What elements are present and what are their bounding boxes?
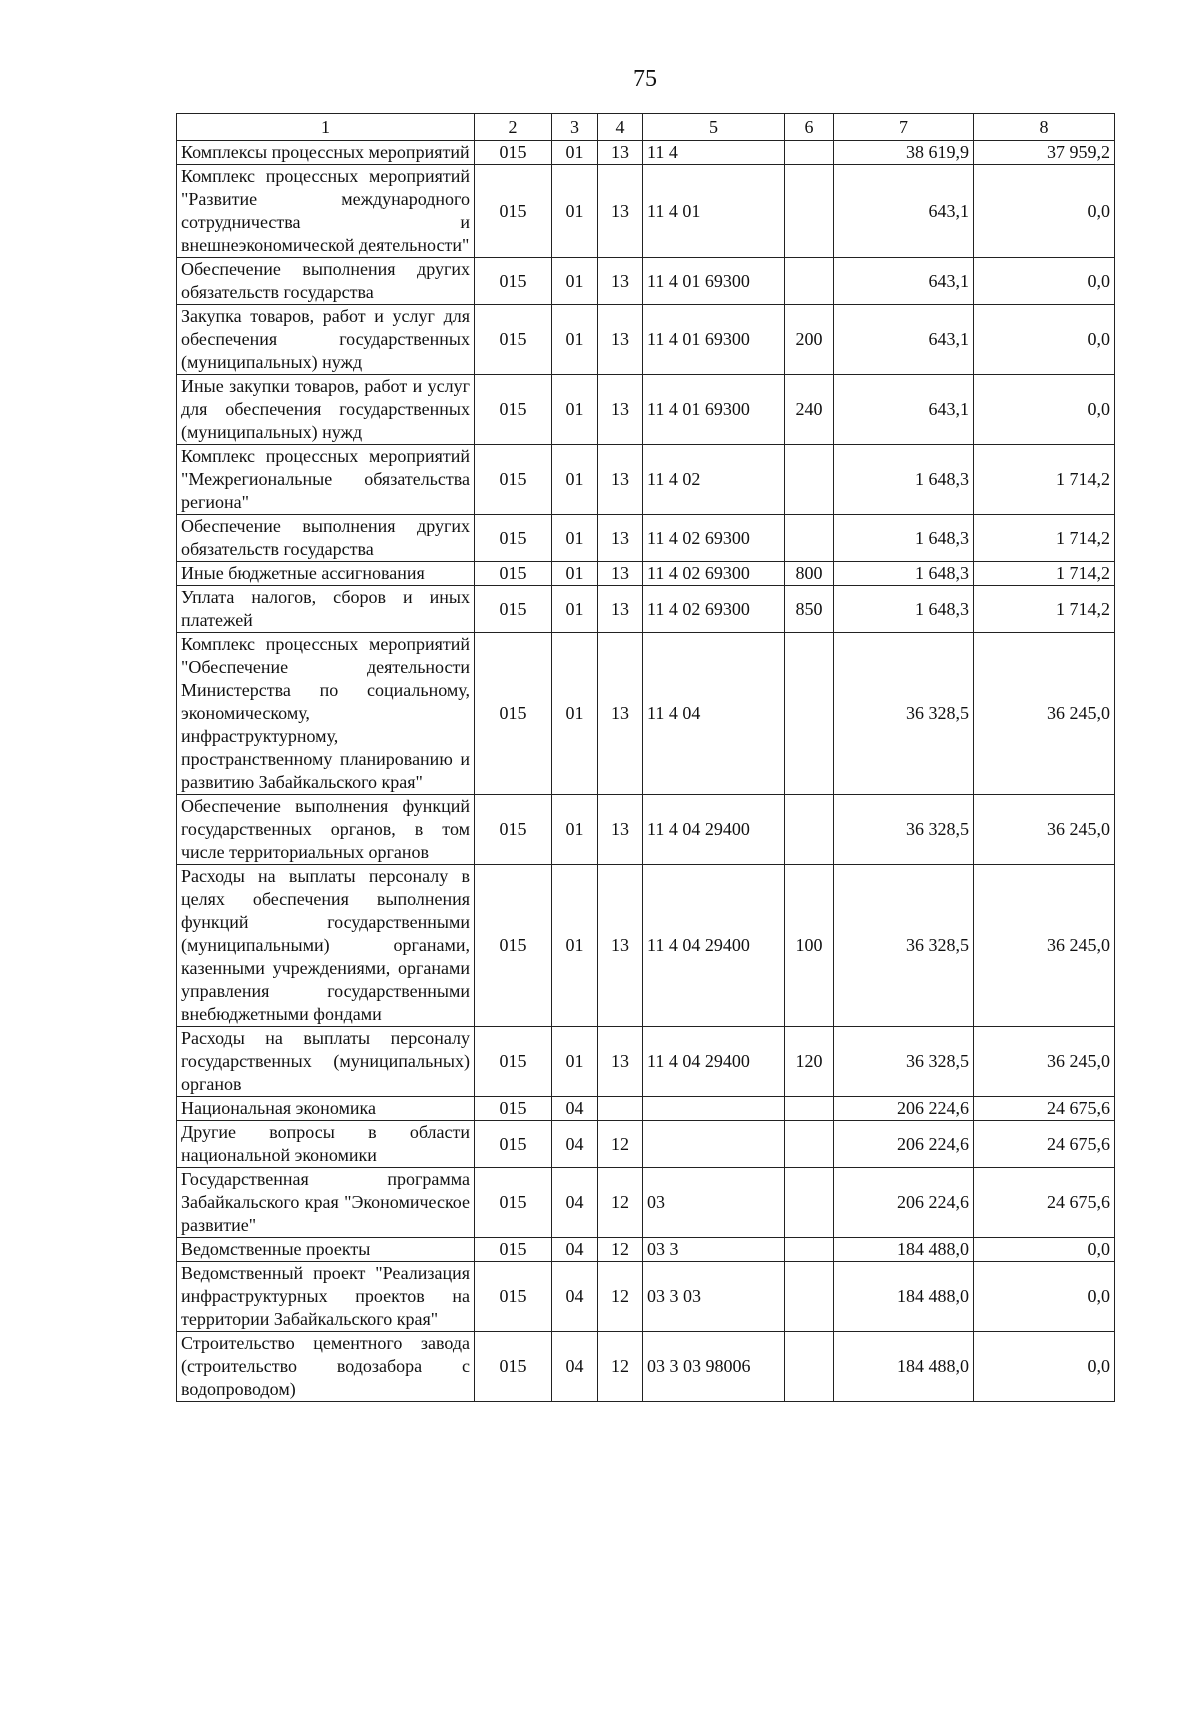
subsection-code-cell: 13	[598, 141, 643, 165]
target-article-cell: 11 4 04	[643, 633, 785, 795]
header-cell: 2	[475, 114, 552, 141]
expense-type-cell	[785, 1262, 834, 1332]
section-code-cell: 04	[552, 1332, 598, 1402]
amount-col7-cell: 1 648,3	[834, 586, 974, 633]
section-code-cell: 01	[552, 562, 598, 586]
expense-type-cell: 120	[785, 1027, 834, 1097]
amount-col8-cell: 37 959,2	[974, 141, 1115, 165]
amount-col8-cell: 1 714,2	[974, 586, 1115, 633]
target-article-cell: 03 3 03 98006	[643, 1332, 785, 1402]
section-code-cell: 01	[552, 258, 598, 305]
target-article-cell: 11 4 01 69300	[643, 375, 785, 445]
section-code-cell: 01	[552, 375, 598, 445]
header-cell: 1	[177, 114, 475, 141]
header-cell: 8	[974, 114, 1115, 141]
subsection-code-cell: 12	[598, 1121, 643, 1168]
subsection-code-cell: 13	[598, 865, 643, 1027]
amount-col7-cell: 184 488,0	[834, 1332, 974, 1402]
header-cell: 3	[552, 114, 598, 141]
section-code-cell: 04	[552, 1097, 598, 1121]
subsection-code-cell: 13	[598, 445, 643, 515]
expense-type-cell	[785, 795, 834, 865]
header-row	[177, 114, 1115, 141]
subsection-code-cell: 13	[598, 305, 643, 375]
row-name-cell: Иные закупки товаров, работ и услуг для обеспечения государственных (муниципальных) нужд	[177, 375, 475, 445]
subsection-code-cell: 13	[598, 586, 643, 633]
amount-col7-cell: 36 328,5	[834, 1027, 974, 1097]
target-article-cell: 11 4 04 29400	[643, 1027, 785, 1097]
amount-col8-cell: 36 245,0	[974, 633, 1115, 795]
row-name-cell: Строительство цементного завода (строительство водозабора с водопроводом)	[177, 1332, 475, 1402]
target-article-cell	[643, 1097, 785, 1121]
table-row	[177, 1097, 1115, 1121]
chapter-code-cell: 015	[475, 795, 552, 865]
table-row	[177, 515, 1115, 562]
subsection-code-cell: 13	[598, 562, 643, 586]
section-code-cell: 04	[552, 1238, 598, 1262]
row-name-cell: Другие вопросы в области национальной экономики	[177, 1121, 475, 1168]
amount-col8-cell: 0,0	[974, 1262, 1115, 1332]
amount-col7-cell: 36 328,5	[834, 865, 974, 1027]
amount-col7-cell: 643,1	[834, 375, 974, 445]
amount-col8-cell: 0,0	[974, 258, 1115, 305]
target-article-cell: 11 4 01 69300	[643, 305, 785, 375]
expense-type-cell: 200	[785, 305, 834, 375]
amount-col8-cell: 24 675,6	[974, 1097, 1115, 1121]
amount-col7-cell: 643,1	[834, 305, 974, 375]
amount-col8-cell: 0,0	[974, 1332, 1115, 1402]
expense-type-cell	[785, 141, 834, 165]
amount-col7-cell: 1 648,3	[834, 562, 974, 586]
table-row	[177, 633, 1115, 795]
header-cell: 5	[643, 114, 785, 141]
amount-col7-cell: 1 648,3	[834, 445, 974, 515]
section-code-cell: 04	[552, 1262, 598, 1332]
expense-type-cell	[785, 1097, 834, 1121]
amount-col8-cell: 1 714,2	[974, 515, 1115, 562]
row-name-cell: Закупка товаров, работ и услуг для обеспечения государственных (муниципальных) нужд	[177, 305, 475, 375]
target-article-cell: 03 3	[643, 1238, 785, 1262]
page-number: 75	[633, 66, 657, 92]
amount-col7-cell: 206 224,6	[834, 1097, 974, 1121]
amount-col8-cell: 0,0	[974, 1238, 1115, 1262]
section-code-cell: 04	[552, 1121, 598, 1168]
amount-col8-cell: 1 714,2	[974, 562, 1115, 586]
table-row	[177, 1262, 1115, 1332]
expense-type-cell: 850	[785, 586, 834, 633]
table-row	[177, 305, 1115, 375]
table-row	[177, 258, 1115, 305]
header-cell: 6	[785, 114, 834, 141]
expense-type-cell: 800	[785, 562, 834, 586]
table-row	[177, 1238, 1115, 1262]
amount-col7-cell: 643,1	[834, 165, 974, 258]
chapter-code-cell: 015	[475, 633, 552, 795]
chapter-code-cell: 015	[475, 1027, 552, 1097]
row-name-cell: Государственная программа Забайкальского края "Экономическое развитие"	[177, 1168, 475, 1238]
chapter-code-cell: 015	[475, 1168, 552, 1238]
amount-col8-cell: 36 245,0	[974, 795, 1115, 865]
row-name-cell: Уплата налогов, сборов и иных платежей	[177, 586, 475, 633]
target-article-cell: 11 4 01 69300	[643, 258, 785, 305]
expense-type-cell	[785, 1121, 834, 1168]
section-code-cell: 01	[552, 865, 598, 1027]
table-row	[177, 562, 1115, 586]
subsection-code-cell: 13	[598, 795, 643, 865]
table-row	[177, 1027, 1115, 1097]
row-name-cell: Иные бюджетные ассигнования	[177, 562, 475, 586]
table-row	[177, 795, 1115, 865]
table-row	[177, 1121, 1115, 1168]
table-row	[177, 445, 1115, 515]
row-name-cell: Расходы на выплаты персоналу государственных (муниципальных) органов	[177, 1027, 475, 1097]
chapter-code-cell: 015	[475, 1262, 552, 1332]
chapter-code-cell: 015	[475, 562, 552, 586]
chapter-code-cell: 015	[475, 141, 552, 165]
subsection-code-cell: 13	[598, 165, 643, 258]
section-code-cell: 01	[552, 305, 598, 375]
expense-type-cell: 100	[785, 865, 834, 1027]
table-row	[177, 865, 1115, 1027]
chapter-code-cell: 015	[475, 865, 552, 1027]
target-article-cell: 11 4 04 29400	[643, 795, 785, 865]
section-code-cell: 01	[552, 141, 598, 165]
expense-type-cell	[785, 258, 834, 305]
row-name-cell: Комплексы процессных мероприятий	[177, 141, 475, 165]
table-row	[177, 375, 1115, 445]
chapter-code-cell: 015	[475, 305, 552, 375]
row-name-cell: Национальная экономика	[177, 1097, 475, 1121]
table-row	[177, 1332, 1115, 1402]
target-article-cell	[643, 1121, 785, 1168]
section-code-cell: 01	[552, 586, 598, 633]
row-name-cell: Комплекс процессных мероприятий "Развитие международного сотрудничества и внешнеэкономической деятельности"	[177, 165, 475, 258]
amount-col8-cell: 24 675,6	[974, 1168, 1115, 1238]
row-name-cell: Ведомственные проекты	[177, 1238, 475, 1262]
expense-type-cell	[785, 1238, 834, 1262]
amount-col7-cell: 36 328,5	[834, 633, 974, 795]
subsection-code-cell: 12	[598, 1238, 643, 1262]
target-article-cell: 11 4 02	[643, 445, 785, 515]
table-row	[177, 165, 1115, 258]
target-article-cell: 11 4 02 69300	[643, 586, 785, 633]
section-code-cell: 01	[552, 515, 598, 562]
table-row	[177, 141, 1115, 165]
table-row	[177, 586, 1115, 633]
target-article-cell: 11 4 04 29400	[643, 865, 785, 1027]
header-cell: 4	[598, 114, 643, 141]
section-code-cell: 01	[552, 1027, 598, 1097]
amount-col8-cell: 0,0	[974, 165, 1115, 258]
section-code-cell: 01	[552, 445, 598, 515]
amount-col7-cell: 206 224,6	[834, 1121, 974, 1168]
section-code-cell: 04	[552, 1168, 598, 1238]
amount-col7-cell: 36 328,5	[834, 795, 974, 865]
amount-col7-cell: 1 648,3	[834, 515, 974, 562]
amount-col8-cell: 36 245,0	[974, 1027, 1115, 1097]
chapter-code-cell: 015	[475, 586, 552, 633]
expense-type-cell	[785, 1332, 834, 1402]
subsection-code-cell: 12	[598, 1262, 643, 1332]
target-article-cell: 11 4 02 69300	[643, 515, 785, 562]
amount-col7-cell: 184 488,0	[834, 1262, 974, 1332]
header-cell: 7	[834, 114, 974, 141]
row-name-cell: Ведомственный проект "Реализация инфраструктурных проектов на территории Забайкальского края"	[177, 1262, 475, 1332]
amount-col8-cell: 0,0	[974, 305, 1115, 375]
chapter-code-cell: 015	[475, 1121, 552, 1168]
subsection-code-cell: 12	[598, 1332, 643, 1402]
chapter-code-cell: 015	[475, 258, 552, 305]
subsection-code-cell	[598, 1097, 643, 1121]
expense-type-cell	[785, 165, 834, 258]
section-code-cell: 01	[552, 795, 598, 865]
row-name-cell: Обеспечение выполнения других обязательств государства	[177, 258, 475, 305]
amount-col8-cell: 36 245,0	[974, 865, 1115, 1027]
expense-type-cell: 240	[785, 375, 834, 445]
subsection-code-cell: 13	[598, 375, 643, 445]
target-article-cell: 03 3 03	[643, 1262, 785, 1332]
amount-col8-cell: 0,0	[974, 375, 1115, 445]
target-article-cell: 11 4	[643, 141, 785, 165]
chapter-code-cell: 015	[475, 1097, 552, 1121]
amount-col8-cell: 1 714,2	[974, 445, 1115, 515]
expense-type-cell	[785, 515, 834, 562]
amount-col7-cell: 643,1	[834, 258, 974, 305]
subsection-code-cell: 13	[598, 1027, 643, 1097]
target-article-cell: 11 4 02 69300	[643, 562, 785, 586]
chapter-code-cell: 015	[475, 1332, 552, 1402]
target-article-cell: 03	[643, 1168, 785, 1238]
subsection-code-cell: 13	[598, 515, 643, 562]
amount-col8-cell: 24 675,6	[974, 1121, 1115, 1168]
chapter-code-cell: 015	[475, 375, 552, 445]
chapter-code-cell: 015	[475, 165, 552, 258]
subsection-code-cell: 13	[598, 258, 643, 305]
subsection-code-cell: 12	[598, 1168, 643, 1238]
subsection-code-cell: 13	[598, 633, 643, 795]
amount-col7-cell: 206 224,6	[834, 1168, 974, 1238]
section-code-cell: 01	[552, 165, 598, 258]
row-name-cell: Комплекс процессных мероприятий "Межрегиональные обязательства региона"	[177, 445, 475, 515]
chapter-code-cell: 015	[475, 515, 552, 562]
row-name-cell: Расходы на выплаты персоналу в целях обеспечения выполнения функций государственными (муниципальными) органами, казенными учреждениями, органами управления государственными внебюджетными фондами	[177, 865, 475, 1027]
row-name-cell: Обеспечение выполнения функций государственных органов, в том числе территориальных органов	[177, 795, 475, 865]
amount-col7-cell: 38 619,9	[834, 141, 974, 165]
row-name-cell: Обеспечение выполнения других обязательств государства	[177, 515, 475, 562]
table-row	[177, 1168, 1115, 1238]
expense-type-cell	[785, 445, 834, 515]
row-name-cell: Комплекс процессных мероприятий "Обеспечение деятельности Министерства по социальному, экономическому, инфраструктурному, пространственному планированию и развитию Забайкальского края"	[177, 633, 475, 795]
chapter-code-cell: 015	[475, 445, 552, 515]
budget-table	[176, 113, 1115, 1402]
expense-type-cell	[785, 1168, 834, 1238]
amount-col7-cell: 184 488,0	[834, 1238, 974, 1262]
expense-type-cell	[785, 633, 834, 795]
target-article-cell: 11 4 01	[643, 165, 785, 258]
chapter-code-cell: 015	[475, 1238, 552, 1262]
section-code-cell: 01	[552, 633, 598, 795]
